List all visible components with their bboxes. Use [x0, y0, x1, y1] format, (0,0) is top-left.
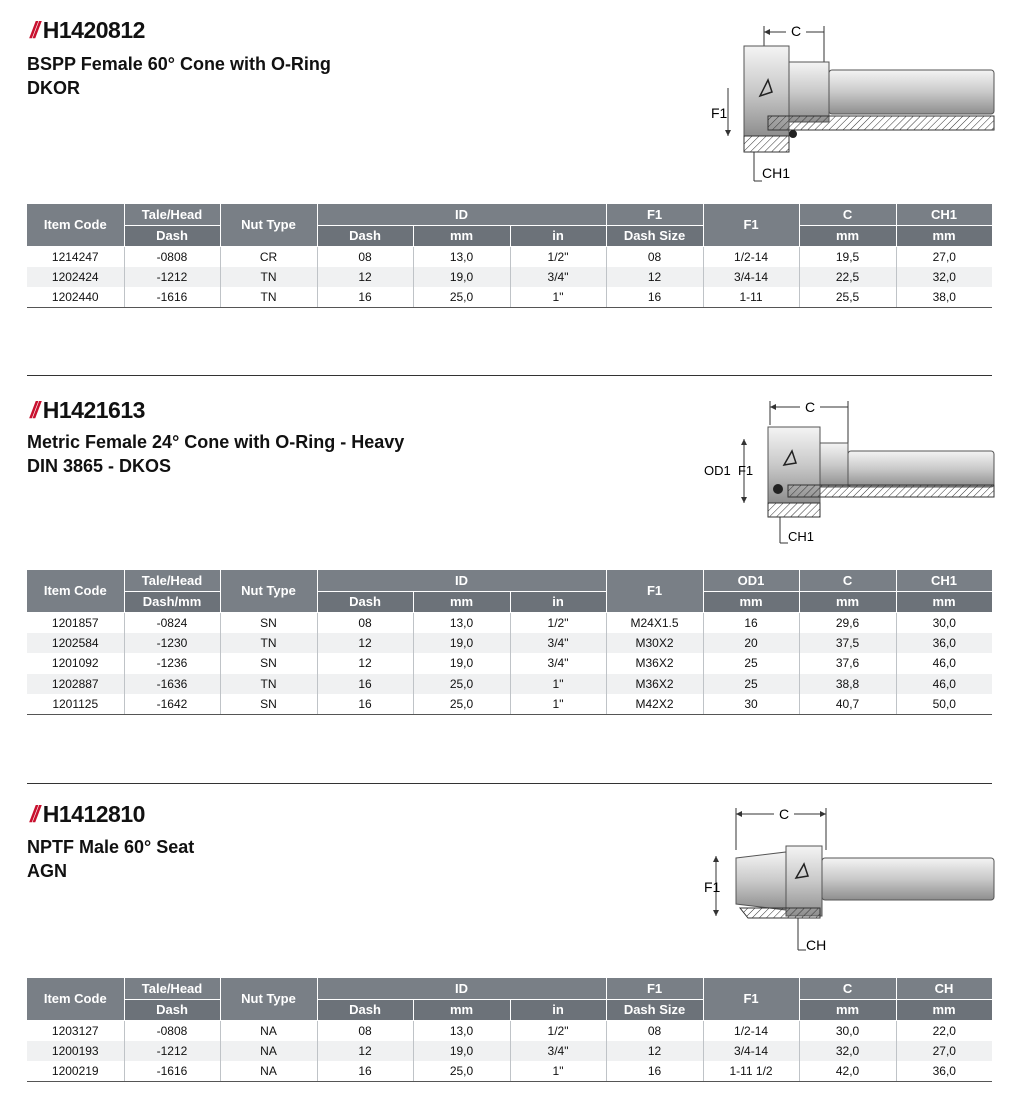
- subheader-ch-mm: mm: [896, 999, 992, 1020]
- cell: M24X1.5: [606, 612, 703, 633]
- product-standard: DIN 3865 - DKOS: [27, 456, 172, 476]
- subheader-id-mm: mm: [413, 225, 510, 246]
- cell: -1642: [124, 694, 220, 715]
- cell: 1/2-14: [703, 246, 799, 267]
- cell: TN: [220, 287, 317, 308]
- cell: 19,0: [413, 653, 510, 674]
- cell: 50,0: [896, 694, 992, 715]
- dimension-label-f1: F1: [711, 105, 728, 121]
- cell: 30,0: [799, 1020, 896, 1041]
- table-row: [27, 1061, 992, 1082]
- cell: -1616: [124, 287, 220, 308]
- product-title: [27, 430, 404, 478]
- cell: 1201857: [27, 612, 124, 633]
- cell: 16: [606, 287, 703, 308]
- cell: 12: [606, 267, 703, 288]
- cell: TN: [220, 267, 317, 288]
- subheader-id-in: in: [510, 999, 606, 1020]
- cell: 16: [317, 1061, 413, 1082]
- cell: 1-11: [703, 287, 799, 308]
- cell: NA: [220, 1041, 317, 1062]
- cell: -1616: [124, 1061, 220, 1082]
- cell: 25,0: [413, 694, 510, 715]
- cell: 1": [510, 674, 606, 695]
- cell: 16: [317, 674, 413, 695]
- cell: 25,0: [413, 674, 510, 695]
- subheader-dash-size: Dash Size: [606, 225, 703, 246]
- header-id: ID: [317, 978, 606, 999]
- subheader-id-mm: mm: [413, 591, 510, 612]
- cell: 12: [317, 633, 413, 654]
- cell: 1": [510, 287, 606, 308]
- cell: 13,0: [413, 246, 510, 267]
- subheader-id-dash: Dash: [317, 225, 413, 246]
- cell: 1/2": [510, 1020, 606, 1041]
- cell: 08: [606, 1020, 703, 1041]
- spec-table: [27, 570, 993, 715]
- cell: 30: [703, 694, 799, 715]
- cell: 1202584: [27, 633, 124, 654]
- dimension-label-c: C: [804, 399, 816, 415]
- cell: 30,0: [896, 612, 992, 633]
- fitting-drawing: [700, 395, 1000, 550]
- cell: 12: [317, 267, 413, 288]
- subheader-c-mm: mm: [799, 225, 896, 246]
- header-tale-head: Tale/Head: [124, 570, 220, 591]
- cell: 20: [703, 633, 799, 654]
- table-row: [27, 246, 992, 267]
- subheader-ch1-mm: mm: [896, 591, 992, 612]
- table-row: [27, 653, 992, 674]
- cell: 19,5: [799, 246, 896, 267]
- dimension-label-c: C: [778, 806, 790, 822]
- cell: -0808: [124, 246, 220, 267]
- subheader-dash: Dash: [124, 225, 220, 246]
- header-nut-type: Nut Type: [220, 570, 317, 612]
- cell: M30X2: [606, 633, 703, 654]
- table-body: [27, 246, 992, 308]
- product-code-text: H1421613: [42, 397, 145, 423]
- cell: 3/4": [510, 267, 606, 288]
- accent-slash: //: [30, 397, 37, 423]
- table-row: [27, 633, 992, 654]
- cell: SN: [220, 653, 317, 674]
- table-row: [27, 694, 992, 715]
- cell: 12: [317, 653, 413, 674]
- cell: -0808: [124, 1020, 220, 1041]
- header-item-code: Item Code: [27, 204, 124, 246]
- cell: 16: [317, 287, 413, 308]
- table-body: [27, 612, 992, 715]
- cell: 1201092: [27, 653, 124, 674]
- cell: 22,5: [799, 267, 896, 288]
- cell: 1/2": [510, 612, 606, 633]
- spec-table: [27, 204, 993, 308]
- cell: -1212: [124, 1041, 220, 1062]
- header-tale-head: Tale/Head: [124, 204, 220, 225]
- cell: 16: [606, 1061, 703, 1082]
- cell: 1203127: [27, 1020, 124, 1041]
- dimension-label-f1: F1: [704, 879, 721, 895]
- header-id: ID: [317, 570, 606, 591]
- cell: 3/4": [510, 633, 606, 654]
- subheader-ch1-mm: mm: [896, 225, 992, 246]
- header-ch: CH: [896, 978, 992, 999]
- header-od1: OD1: [703, 570, 799, 591]
- section-divider: [27, 375, 992, 376]
- cell: 1202887: [27, 674, 124, 695]
- fitting-drawing: [700, 18, 1000, 188]
- product-code: [30, 801, 145, 828]
- cell: -1212: [124, 267, 220, 288]
- cell: 1/2-14: [703, 1020, 799, 1041]
- subheader-c-mm: mm: [799, 999, 896, 1020]
- cell: -1636: [124, 674, 220, 695]
- subheader-id-in: in: [510, 591, 606, 612]
- table-body: [27, 1020, 992, 1082]
- cell: 12: [606, 1041, 703, 1062]
- cell: 1/2": [510, 246, 606, 267]
- cell: 19,0: [413, 633, 510, 654]
- header-f1-thread: F1: [703, 204, 799, 246]
- cell: 32,0: [896, 267, 992, 288]
- product-code: [30, 17, 145, 44]
- cell: NA: [220, 1061, 317, 1082]
- header-nut-type: Nut Type: [220, 978, 317, 1020]
- accent-slash: //: [30, 801, 37, 827]
- header-c: C: [799, 978, 896, 999]
- cell: -1230: [124, 633, 220, 654]
- cell: 16: [703, 612, 799, 633]
- cell: M42X2: [606, 694, 703, 715]
- header-ch1: CH1: [896, 204, 992, 225]
- subheader-dash-mm: Dash/mm: [124, 591, 220, 612]
- cell: 1200193: [27, 1041, 124, 1062]
- cell: 1202440: [27, 287, 124, 308]
- cell: 3/4": [510, 653, 606, 674]
- product-name: NPTF Male 60° Seat: [27, 837, 195, 857]
- cell: -0824: [124, 612, 220, 633]
- cell: 25,0: [413, 287, 510, 308]
- cell: 13,0: [413, 1020, 510, 1041]
- spec-table: [27, 978, 993, 1082]
- cell: 36,0: [896, 633, 992, 654]
- cell: 25,5: [799, 287, 896, 308]
- cell: 27,0: [896, 1041, 992, 1062]
- cell: 08: [606, 246, 703, 267]
- cell: 13,0: [413, 612, 510, 633]
- header-f1: F1: [606, 570, 703, 612]
- header-item-code: Item Code: [27, 570, 124, 612]
- cell: 3/4-14: [703, 267, 799, 288]
- subheader-dash: Dash: [124, 999, 220, 1020]
- cell: 08: [317, 1020, 413, 1041]
- cell: TN: [220, 633, 317, 654]
- cell: 25,0: [413, 1061, 510, 1082]
- cell: 1": [510, 694, 606, 715]
- product-title: [27, 52, 331, 100]
- product-standard: AGN: [27, 861, 67, 881]
- product-name: Metric Female 24° Cone with O-Ring - Heavy: [27, 432, 405, 452]
- cell: 19,0: [413, 267, 510, 288]
- subheader-id-in: in: [510, 225, 606, 246]
- header-ch1: CH1: [896, 570, 992, 591]
- table-row: [27, 1041, 992, 1062]
- cell: 1201125: [27, 694, 124, 715]
- header-f1-dash: F1: [606, 204, 703, 225]
- header-id: ID: [317, 204, 606, 225]
- header-c: C: [799, 570, 896, 591]
- cell: 46,0: [896, 674, 992, 695]
- subheader-c-mm: mm: [799, 591, 896, 612]
- table-row: [27, 674, 992, 695]
- cell: 1202424: [27, 267, 124, 288]
- cell: NA: [220, 1020, 317, 1041]
- cell: 16: [317, 694, 413, 715]
- cell: 1-11 1/2: [703, 1061, 799, 1082]
- cell: 27,0: [896, 246, 992, 267]
- subheader-id-mm: mm: [413, 999, 510, 1020]
- cell: 40,7: [799, 694, 896, 715]
- fitting-drawing: [700, 800, 1000, 960]
- header-c: C: [799, 204, 896, 225]
- product-code-text: H1412810: [42, 801, 145, 827]
- cell: 25: [703, 674, 799, 695]
- table-row: [27, 267, 992, 288]
- cell: 37,6: [799, 653, 896, 674]
- header-f1-dash: F1: [606, 978, 703, 999]
- cell: CR: [220, 246, 317, 267]
- table-row: [27, 612, 992, 633]
- cell: 25: [703, 653, 799, 674]
- section-divider: [27, 783, 992, 784]
- dimension-label-ch: CH: [806, 937, 827, 953]
- accent-slash: //: [30, 17, 37, 43]
- product-title: [27, 835, 194, 883]
- cell: M36X2: [606, 653, 703, 674]
- header-tale-head: Tale/Head: [124, 978, 220, 999]
- cell: 38,8: [799, 674, 896, 695]
- product-code-text: H1420812: [42, 17, 145, 43]
- cell: 1200219: [27, 1061, 124, 1082]
- cell: TN: [220, 674, 317, 695]
- cell: 29,6: [799, 612, 896, 633]
- cell: 1": [510, 1061, 606, 1082]
- subheader-id-dash: Dash: [317, 591, 413, 612]
- cell: 08: [317, 612, 413, 633]
- subheader-dash-size: Dash Size: [606, 999, 703, 1020]
- header-item-code: Item Code: [27, 978, 124, 1020]
- cell: 38,0: [896, 287, 992, 308]
- subheader-od1-mm: mm: [703, 591, 799, 612]
- cell: 19,0: [413, 1041, 510, 1062]
- cell: M36X2: [606, 674, 703, 695]
- cell: 3/4-14: [703, 1041, 799, 1062]
- cell: 37,5: [799, 633, 896, 654]
- cell: 42,0: [799, 1061, 896, 1082]
- product-name: BSPP Female 60° Cone with O-Ring: [27, 54, 331, 74]
- cell: 08: [317, 246, 413, 267]
- cell: 46,0: [896, 653, 992, 674]
- product-code: [30, 397, 145, 424]
- dimension-label-c: C: [790, 23, 802, 39]
- cell: SN: [220, 694, 317, 715]
- dimension-label-ch1: CH1: [788, 529, 815, 544]
- table-row: [27, 287, 992, 308]
- dimension-label-od1-f1: OD1 F1: [704, 463, 754, 478]
- cell: -1236: [124, 653, 220, 674]
- cell: 22,0: [896, 1020, 992, 1041]
- cell: 3/4": [510, 1041, 606, 1062]
- cell: 32,0: [799, 1041, 896, 1062]
- header-f1-thread: F1: [703, 978, 799, 1020]
- subheader-id-dash: Dash: [317, 999, 413, 1020]
- cell: 1214247: [27, 246, 124, 267]
- dimension-label-ch1: CH1: [762, 165, 791, 181]
- product-standard: DKOR: [27, 78, 80, 98]
- cell: SN: [220, 612, 317, 633]
- cell: 12: [317, 1041, 413, 1062]
- cell: 36,0: [896, 1061, 992, 1082]
- header-nut-type: Nut Type: [220, 204, 317, 246]
- table-row: [27, 1020, 992, 1041]
